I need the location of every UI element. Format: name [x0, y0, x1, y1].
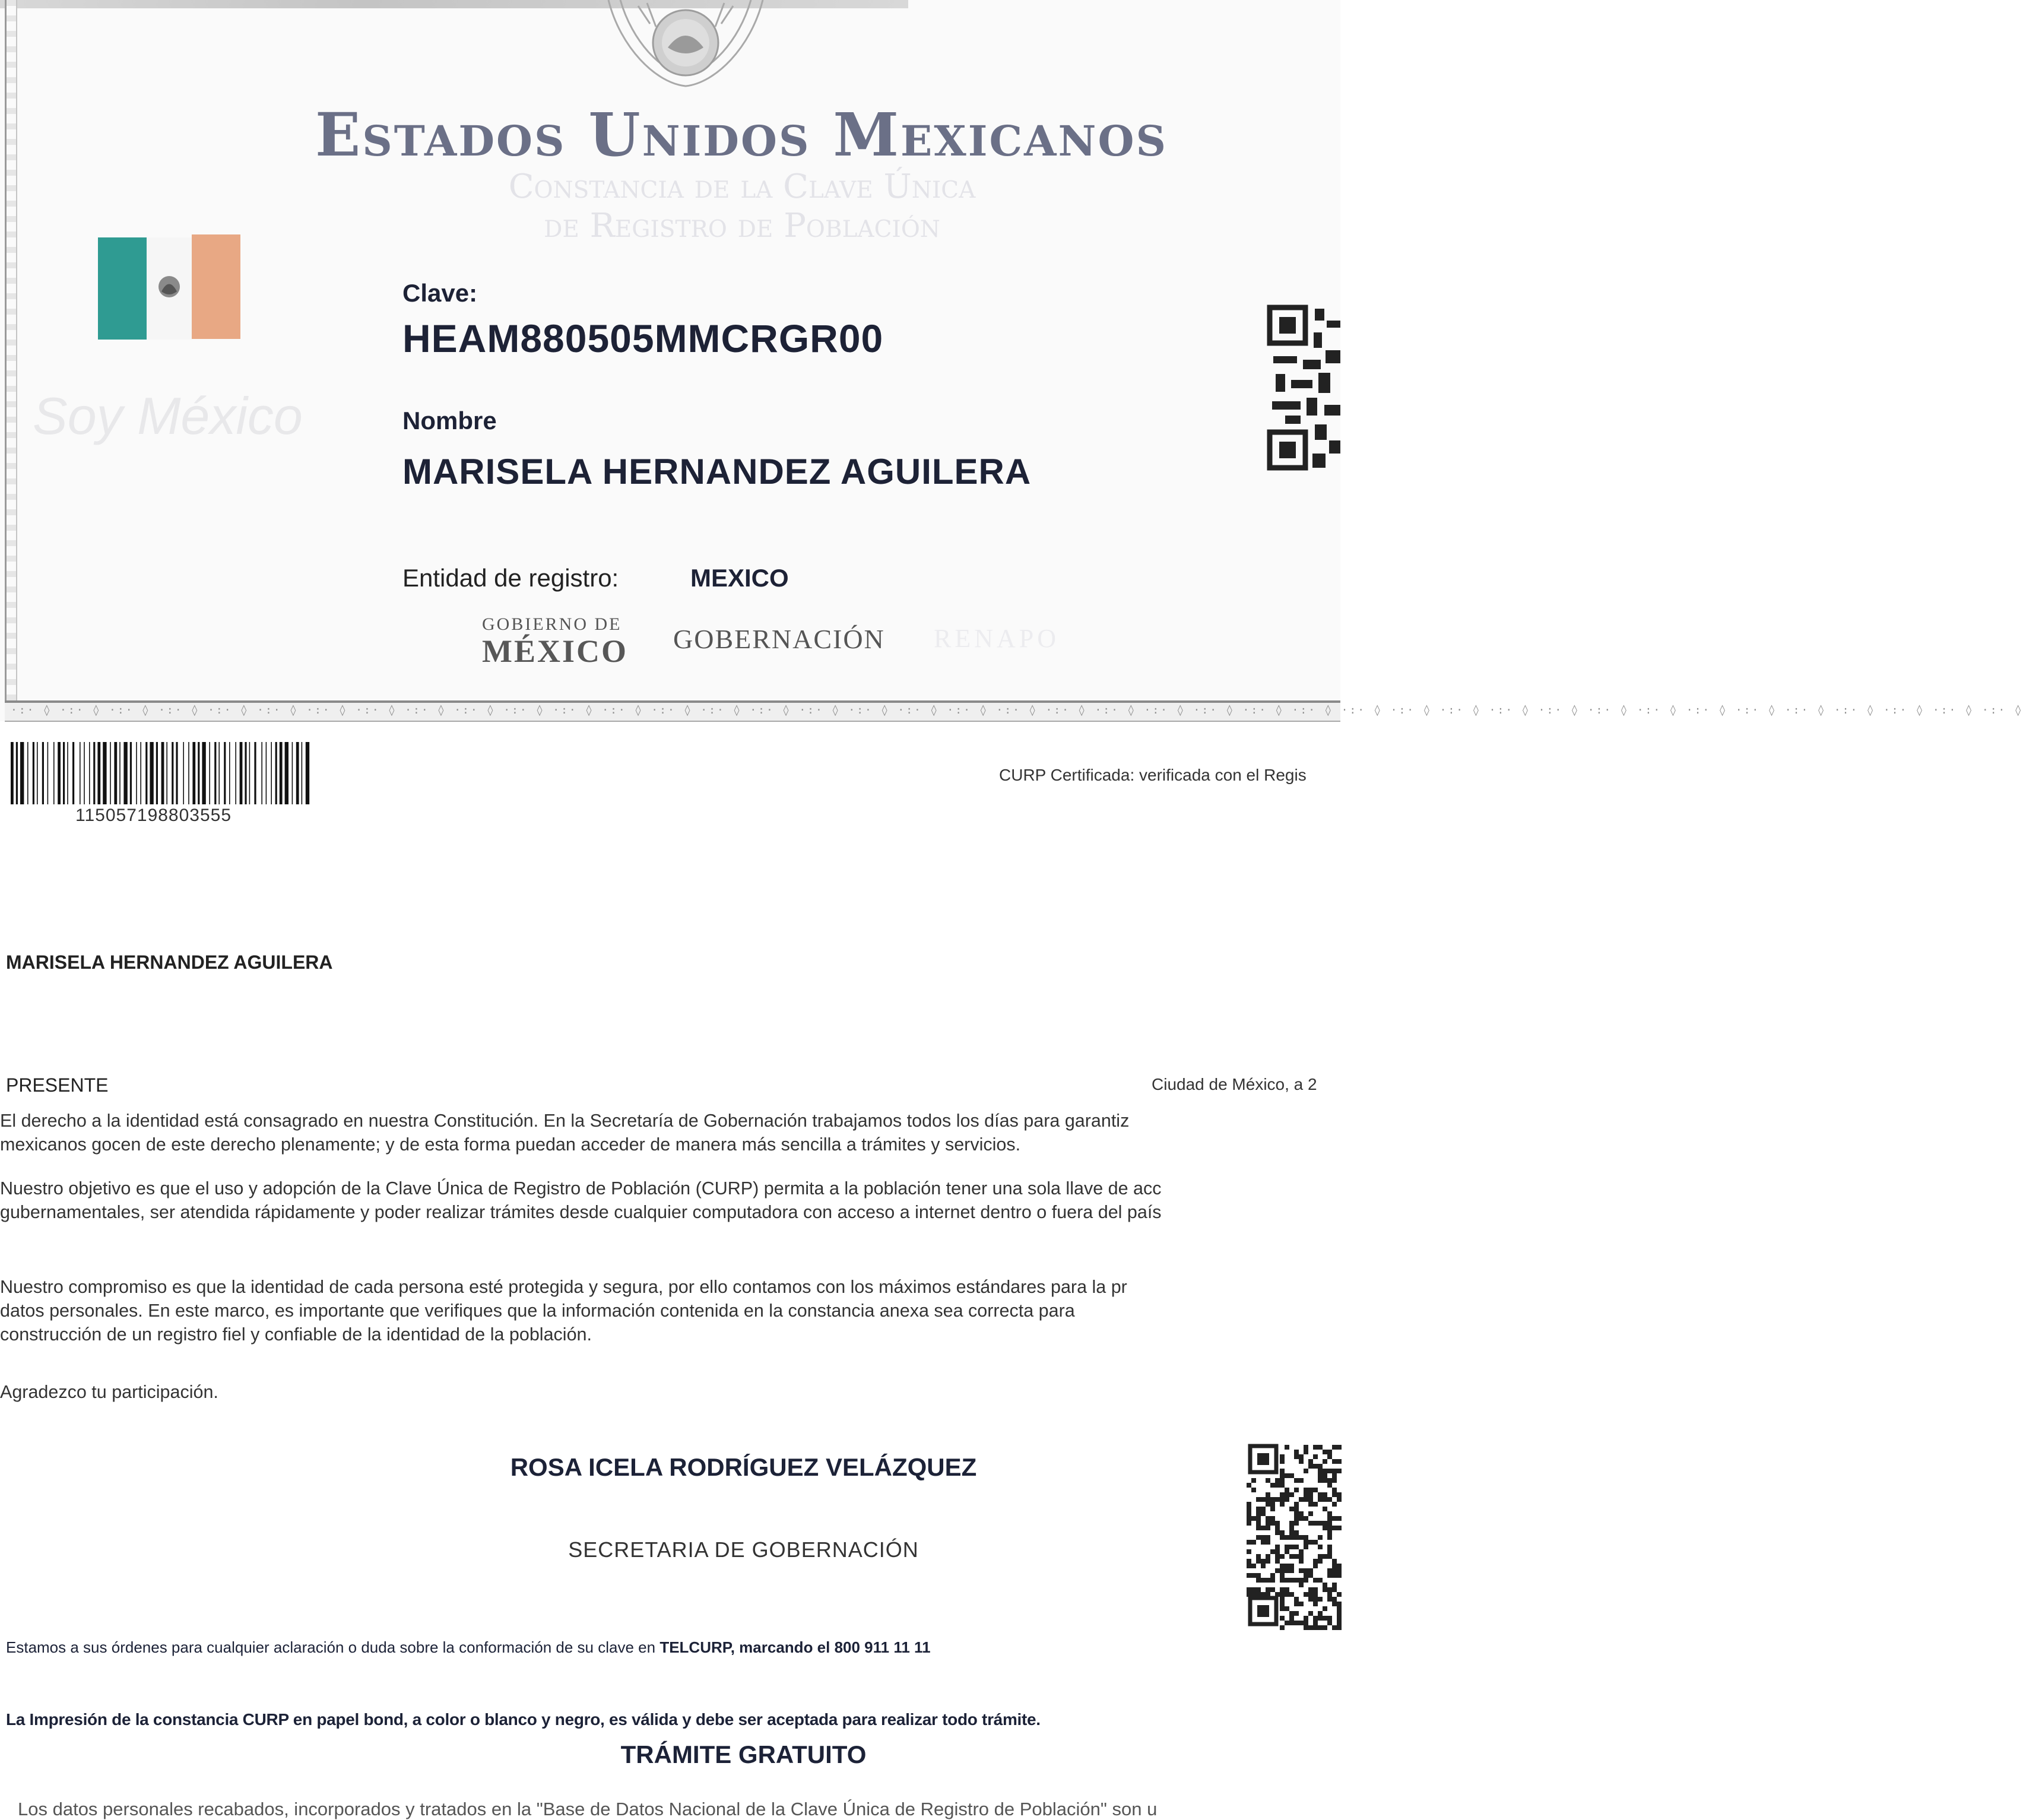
free-procedure-label: TRÁMITE GRATUITO: [620, 1740, 867, 1768]
logo-gobierno-line1: GOBIERNO DE: [482, 614, 622, 634]
doc-title-line2: de Registro de Población: [544, 207, 940, 245]
clave-value: HEAM880505MMCRGR00: [402, 316, 884, 360]
nombre-label: Nombre: [402, 407, 497, 435]
logo-renapo: RENAPO: [934, 624, 1060, 653]
city-date: Ciudad de México, a 2: [1152, 1075, 1317, 1093]
curp-certificate: [0, 0, 2023, 721]
bond-paper-notice: La Impresión de la constancia CURP en papel bond, a color o blanco y negro, es válida y debe ser aceptada para realizar todo trámite.: [6, 1710, 1041, 1729]
paragraph-4: Agradezco tu participación.: [0, 1382, 218, 1402]
entidad-label: Entidad de registro:: [402, 564, 619, 592]
signer-title: SECRETARIA DE GOBERNACIÓN: [568, 1537, 919, 1562]
qr-code-icon: [1247, 1442, 1340, 1632]
clave-label: Clave:: [402, 279, 478, 307]
paragraph-3: Nuestro compromiso es que la identidad de cada persona esté protegida y segura, por ello contamos con los máximos estándares para la pr datos personales. En este marco, es importante que verifiques que la información contenida en la constancia anexa sea correcta para construcción de un registro fiel y confiable de la identidad de la población.: [0, 1277, 1127, 1345]
mexican-flag-icon: [95, 234, 243, 341]
signer-name: ROSA ICELA RODRÍGUEZ VELÁZQUEZ: [510, 1453, 977, 1481]
entidad-value: MEXICO: [690, 564, 789, 592]
contact-text: Estamos a sus órdenes para cualquier aclaración o duda sobre la conformación de su clave en: [6, 1638, 660, 1656]
addressee-name: MARISELA HERNANDEZ AGUILERA: [6, 952, 333, 973]
telcurp-phone: TELCURP, marcando el 800 911 11 11: [659, 1638, 931, 1656]
logo-gobernacion: GOBERNACIÓN: [673, 624, 885, 654]
logo-gobierno-line2: MÉXICO: [482, 633, 628, 669]
barcode-number: 115057198803555: [75, 806, 232, 825]
national-seal-icon: [585, 0, 787, 95]
qr-code-icon: [1267, 303, 1340, 475]
certified-note: CURP Certificada: verificada con el Regis: [999, 766, 1307, 784]
watermark-text: Soy México: [33, 386, 303, 445]
frame-bottom-border: [5, 700, 2023, 722]
country-heading: Estados Unidos Mexicanos: [315, 100, 1168, 170]
presente-label: PRESENTE: [6, 1074, 109, 1096]
barcode-icon: [11, 742, 310, 804]
frame-pattern: ·:· ◊ ·:· ◊ ·:· ◊ ·:· ◊ ·:· ◊ ·:· ◊ ·:· ◊ ·:· ◊ ·:· ◊ ·:· ◊ ·:· ◊ ·:· ◊ ·:· ◊ ·:· ◊ ·:· ◊ ·:· ◊ ·:· ◊ ·:· ◊ ·:· ◊ ·:· ◊ ·:· ◊ ·:· ◊ ·:· ◊ ·:· ◊ ·:· ◊ ·:· ◊ ·:· ◊ ·:· ◊ ·:· ◊ ·:· ◊ ·:· ◊ ·:· ◊ ·:· ◊ ·:· ◊ ·:· ◊ ·:· ◊ ·:· ◊ ·:· ◊ ·:· ◊ ·:· ◊ ·:· ◊: [11, 704, 2023, 716]
paragraph-1: El derecho a la identidad está consagrado en nuestra Constitución. En la Secretaría de Gobernación trabajamos todos los días para garantiz mexicanos gocen de este derecho plenamente; y de esta forma puedan acceder de manera más sencilla a trámites y servicios.: [0, 1111, 1130, 1155]
nombre-value: MARISELA HERNANDEZ AGUILERA: [402, 452, 1032, 492]
paragraph-2: Nuestro objetivo es que el uso y adopción de la Clave Única de Registro de Población (CURP) permita a la población tener una sola llave de acc gubernamentales, ser atendida rápidamente y poder realizar trámites desde cualquier computadora con acceso a internet dentro o fuera del país: [0, 1178, 1162, 1222]
contact-line: [6, 1638, 931, 1657]
doc-title-line1: Constancia de la Clave Única: [508, 167, 976, 206]
footer-privacy-text: Los datos personales recabados, incorporados y tratados en la "Base de Datos Nacional de la Clave Única de Registro de Población" son u: [18, 1799, 1158, 1819]
